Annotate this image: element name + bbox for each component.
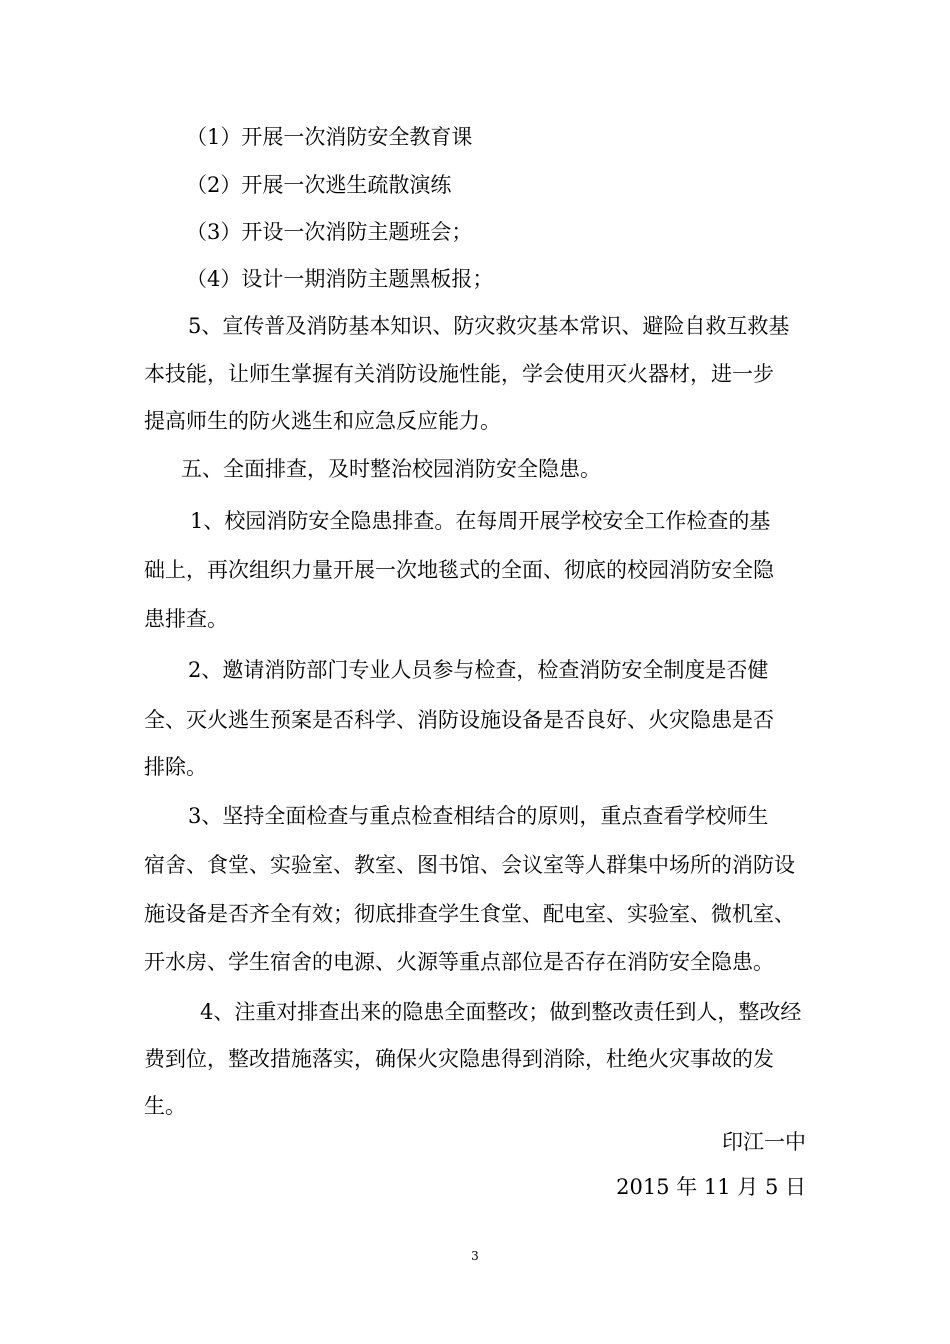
paragraph-line: 2、邀请消防部门专业人员参与检查，检查消防安全制度是否健 — [188, 658, 769, 682]
paragraph-line: 本技能，让师生掌握有关消防设施性能，学会使用灭火器材，进一步 — [144, 362, 774, 386]
paragraph-line: 费到位，整改措施落实，确保火灾隐患得到消除，杜绝火灾事故的发 — [144, 1047, 774, 1071]
paragraph-line: 础上，再次组织力量开展一次地毯式的全面、彻底的校园消防安全隐 — [144, 558, 774, 582]
paragraph-line: 1、校园消防安全隐患排查。在每周开展学校安全工作检查的基 — [190, 509, 771, 533]
paragraph-line: 提高师生的防火逃生和应急反应能力。 — [144, 409, 501, 433]
paragraph-line: 3、坚持全面检查与重点检查相结合的原则，重点查看学校师生 — [188, 804, 769, 828]
signature: 印江一中 — [722, 1130, 806, 1154]
list-item: （1）开展一次消防安全教育课 — [186, 125, 473, 149]
paragraph-line: 宿舍、食堂、实验室、教室、图书馆、会议室等人群集中场所的消防设 — [144, 853, 795, 877]
date: 2015 年 11 月 5 日 — [616, 1175, 806, 1199]
paragraph-line: 生。 — [144, 1094, 186, 1118]
paragraph-line: 5、宣传普及消防基本知识、防灾救灾基本常识、避险自救互救基 — [188, 314, 790, 338]
paragraph-line: 4、注重对排查出来的隐患全面整改；做到整改责任到人，整改经 — [200, 1000, 802, 1024]
paragraph-line: 患排查。 — [144, 607, 228, 631]
paragraph-line: 开水房、学生宿舍的电源、火源等重点部位是否存在消防安全隐患。 — [144, 950, 774, 974]
page-number: 3 — [471, 1249, 479, 1263]
list-item: （3）开设一次消防主题班会； — [186, 220, 473, 244]
paragraph-line: 施设备是否齐全有效；彻底排查学生食堂、配电室、实验室、微机室、 — [144, 902, 795, 926]
paragraph-line: 排除。 — [144, 755, 207, 779]
list-item: （2）开展一次逃生疏散演练 — [186, 173, 452, 197]
section-heading: 五、全面排查，及时整治校园消防安全隐患。 — [181, 457, 601, 481]
paragraph-line: 全、灭火逃生预案是否科学、消防设施设备是否良好、火灾隐患是否 — [144, 708, 774, 732]
list-item: （4）设计一期消防主题黑板报； — [186, 267, 494, 291]
